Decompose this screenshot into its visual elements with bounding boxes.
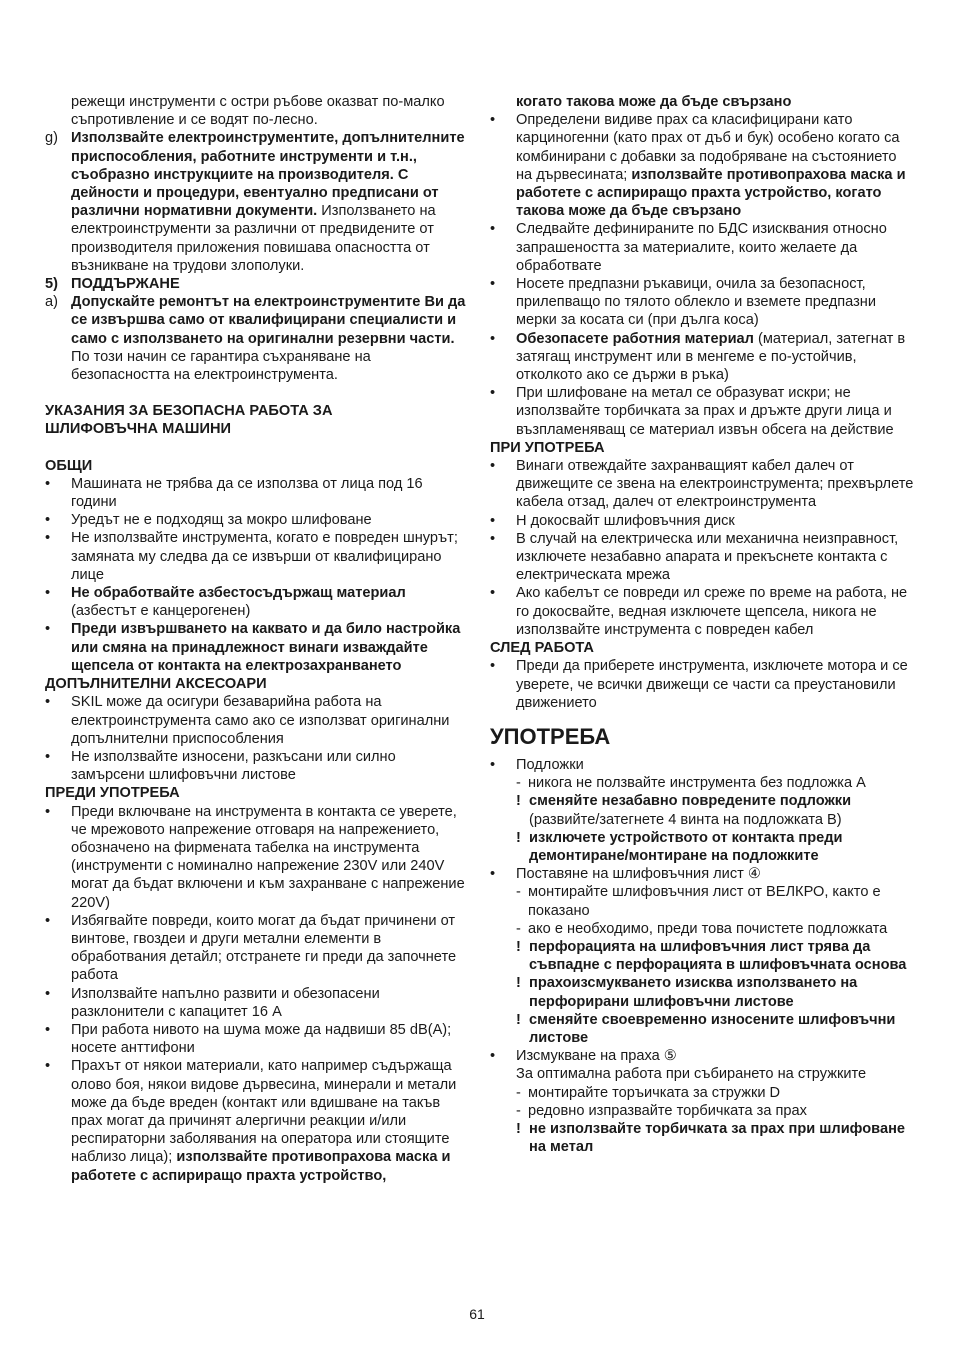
item-a bbox=[45, 293, 470, 384]
warning-item: ! изключете устройството от контакта преди демонтиране/монтиране на подложките bbox=[516, 829, 843, 864]
bold-text: Допускайте ремонтът на електроинструментите Ви да се извършва само от квалифицирани специалисти и само с използването на оригинални резервни части. bbox=[71, 294, 466, 347]
after-work-heading: СЛЕД РАБОТА bbox=[490, 640, 594, 657]
bullet-item: • Носете предпазни ръкавици, очила за безопасност, прилепващо по тялото облекло и вземете предпазни мерки за косата си (при дълга коса) bbox=[490, 276, 876, 329]
bullet-item: • Не използвайте инструмента, когато е повреден шнурът; замяната му следва да се извърши от квалифицирано лице bbox=[45, 530, 458, 583]
bullet-item: • Не използвайте износени, разкъсани или силно замърсени шлифовъчни листове bbox=[45, 748, 396, 784]
item-marker: a) bbox=[45, 294, 58, 311]
before-use-heading: ПРЕДИ УПОТРЕБА bbox=[45, 785, 180, 802]
warning-item: ! сменяйте своевременно износените шлифовъчни листове bbox=[516, 1011, 896, 1046]
paragraph: За оптимална работа при събирането на стружките bbox=[516, 1066, 867, 1083]
bullet-item: • При работа нивото на шума може да надвиши 85 dB(A); носете анттифони bbox=[45, 1021, 452, 1057]
warning-item: ! не използвайте торбичката за прах при шлифоване на метал bbox=[516, 1120, 905, 1156]
right-column bbox=[490, 93, 915, 1156]
section-5-heading: 5) ПОДДЪРЖАНЕ bbox=[45, 276, 180, 293]
warning-item: ! перфорацията на шлифовъчния лист трява да съвпадне с перфорацията в шлифовъчната основа bbox=[516, 938, 907, 974]
bullet-item: • Обезопасете работния материал (материал, затегнат в затягащ инструмент или в менгеме е по-устойчив, отколкото ако се държи в ръка) bbox=[490, 330, 906, 384]
item-g bbox=[45, 129, 470, 275]
dash-item: - ако е необходимо, преди това почистете подложката bbox=[516, 920, 888, 937]
bullet-item: • Преди включване на инструмента в контакта се уверете, че мрежовото напрежение отговаря на напрежението, обозначено на фирмената табелка на инструмента (инструменти с номинално напрежение 230V или 240V могат да бъдат включени и към захранване с напрежение 220V) bbox=[45, 803, 465, 911]
general-heading: ОБЩИ bbox=[45, 457, 93, 474]
bullet-item: • В случай на електрическа или механична неизправност, изключете незабавно апарата и прекъснете контакта с електрическата мрежа bbox=[490, 530, 899, 584]
dash-item: - монтирайте торъичката за стружки D bbox=[516, 1084, 781, 1101]
plain-text: Използването на електроинструменти за различни от предвидените от производителя приложения повишава опасността от възникване на трудови злополуки. bbox=[71, 203, 436, 274]
warning-item: ! прахоизсмукването изисква използването на перфорирани шлифовъчни листове bbox=[516, 975, 858, 1010]
bullet-item: • Преди извършването на каквато и да било настройка или смяна на принадлежност винаги изваждайте щепсела от контакта на електрозахранването bbox=[45, 621, 461, 674]
dash-item: - никога не ползвайте инструмента без подложка A bbox=[516, 775, 866, 792]
dash-item: - редовно изпразвайте торбичката за прах bbox=[516, 1102, 807, 1119]
bullet-item: • Използвайте напълно развити и обезопасени разклонители с капацитет 16 A bbox=[45, 985, 380, 1020]
bullet-item: • Уредът не е подходящ за мокро шлифоване bbox=[45, 512, 372, 529]
bullet-item: • Поставяне на шлифовъчния лист ④ bbox=[490, 866, 761, 883]
bullet-item: • Ако кабелът се повреди ил среже по време на работа, не го докосвайте, ведная изключете щепсела, никога не използвайте инструмента с повреден кабел bbox=[490, 585, 908, 638]
during-use-heading: ПРИ УПОТРЕБА bbox=[490, 439, 605, 456]
bullet-item: • Изсмукване на праха ⑤ bbox=[490, 1048, 677, 1065]
usage-heading: УПОТРЕБА bbox=[490, 723, 611, 749]
safety-heading: УКАЗАНИЯ ЗА БЕЗОПАСНА РАБОТА ЗА ШЛИФОВЪЧНА МАШИНИ bbox=[45, 403, 333, 438]
bullet-item: • Подложки bbox=[490, 756, 584, 773]
bullet-item: • Машината не трябва да се използва от лица под 16 години bbox=[45, 475, 423, 511]
bullet-item: • Винаги отвеждайте захранващият кабел далеч от движещите се звена на електроинструмента; прехвърлете кабела отзад, далеч от електроинструмента bbox=[490, 458, 914, 511]
bullet-item: • Следвайте дефинираните по БДС изисквания относно запрашеността за материалите, които желаете да обработвате bbox=[490, 221, 887, 274]
bullet-item: • При шлифоване на метал се образуват искри; не използвайте торбичката за прах и дръжте други лица и възпламеняващ се материал извън обсега на действие bbox=[490, 385, 894, 438]
bullet-item: • Прахът от някои материали, като например съдържаща олово боя, някои видове дървесина, минерали и метали може да бъде вреден (контакт или вдишване на такъв прах могат да причинят алергични реакции и/или респираторни заболявания на оператора или стоящите наблизо лица); използвайте противопрахова маска и работете с аспириращо прахта устройство, bbox=[45, 1058, 457, 1184]
bullet-item: • Н докосвайт шлифовъчния диск bbox=[490, 512, 735, 529]
page-number: 61 bbox=[469, 1306, 485, 1322]
paragraph: режещи инструменти с остри ръбове оказват по-малко съпротивление и се водят по-лесно. bbox=[71, 94, 445, 129]
bullet-item: • Определени видиве прах са класифицирани като карциногенни (като прах от дъб и бук) особено когато са комбинирани с добавки за подобряване на състоянието на дървесината; използвайте противопрахова маска и работете с аспириращо прахта устройство, когато такова може да бъде свързано bbox=[490, 112, 906, 220]
continued-text: когато такова може да бъде свързано bbox=[516, 94, 792, 110]
bullet-item: • Избягвайте повреди, които могат да бъдат причинени от винтове, гвоздеи и други метални елементи в обработвания детайл; отстранете ги преди да започнете работа bbox=[45, 912, 457, 984]
warning-item: ! сменяйте незабавно повредените подложки (развийте/затегнете 4 винта на подложката B) bbox=[516, 793, 852, 828]
left-column bbox=[45, 93, 470, 1185]
item-marker: g) bbox=[45, 130, 58, 147]
bullet-item: • Преди да приберете инструмента, изключете мотора и се уверете, че всички движещи се части са преустановили движението bbox=[490, 658, 908, 711]
bullet-item: • Не обработвайте азбестосъдържащ материал (азбестът е канцерогенен) bbox=[45, 585, 406, 620]
plain-text: По този начин се гарантира съхраняване на безопасността на електроинструмента. bbox=[71, 348, 371, 384]
accessories-heading: ДОПЪЛНИТЕЛНИ АКСЕСОАРИ bbox=[45, 676, 267, 693]
bold-text: Използвайте електроинструментите, допълнителните приспособления, работните инструменти и т.н., съобразно инструкциите на производителя. С дейности и процедури, евентуално предписани от различни нормативни документи. bbox=[71, 130, 465, 220]
bullet-item: • SKIL може да осигури безаварийна работа на електроинструмента само ако се използват оригинални допълнителни приспособления bbox=[45, 694, 450, 747]
dash-item: - монтирайте шлифовъчния лист от ВЕЛКРО, както е показано bbox=[516, 884, 881, 919]
